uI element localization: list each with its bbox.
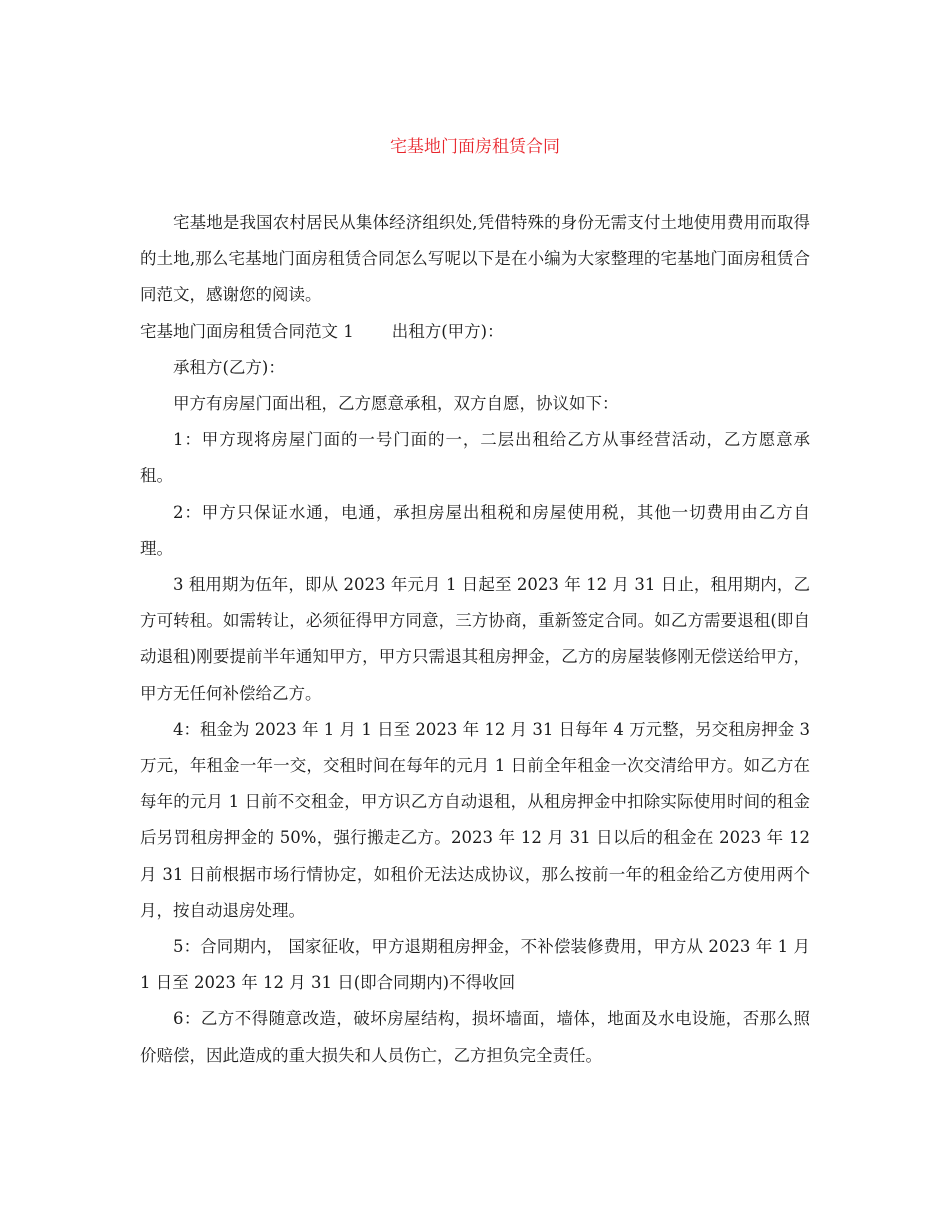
- clause-6: 6：乙方不得随意改造，破坏房屋结构，损坏墙面，墙体，地面及水电设施，否那么照价赔偿，因此造成的重大损失和人员伤亡，乙方担负完全责任。: [140, 1009, 810, 1065]
- clause-5: 5：合同期内， 国家征收，甲方退期租房押金，不补偿装修费用，甲方从 2023 年 1 月 1 日至 2023 年 12 月 31 日(即合同期内)不得收回: [140, 937, 810, 993]
- clause-3: 3 租用期为伍年，即从 2023 年元月 1 日起至 2023 年 12 月 31 日止，租用期内，乙方可转租。如需转让，必须征得甲方同意，三方协商，重新签定合同。如乙方需要退租(即自动退租)刚要提前半年通知甲方，甲方只需退其租房押金，乙方的房屋装修刚无偿送给甲方，甲方无任何补偿给乙方。: [140, 575, 810, 703]
- party-a-label: 出租方(甲方)：: [391, 321, 504, 341]
- intro-paragraph: 宅基地是我国农村居民从集体经济组织处,凭借特殊的身份无需支付土地使用费用而取得的土地,那么宅基地门面房租赁合同怎么写呢以下是在小编为大家整理的宅基地门面房租赁合同范文，感谢您的阅读。: [140, 213, 810, 305]
- sample-heading: 宅基地门面房租赁合同范文 1: [140, 321, 354, 341]
- document-title: 宅基地门面房租赁合同: [390, 137, 560, 157]
- sample-heading-line: [140, 314, 810, 350]
- clause-4: 4：租金为 2023 年 1 月 1 日至 2023 年 12 月 31 日每年 4 万元整，另交租房押金 3 万元，年租金一年一交，交租时间在每年的元月 1 日前全年租金一次交清给甲方。如乙方在每年的元月 1 日前不交租金，甲方识乙方自动退租，从租房押金中扣除实际使用时间的租金后另罚租房押金的 50%，强行搬走乙方。2023 年 12 月 31 日以后的租金在 2023 年 12 月 31 日前根据市场行情协定，如租价无法达成协议，那么按前一年的租金给乙方使用两个月，按自动退房处理。: [140, 719, 810, 920]
- document-body: [140, 205, 810, 1074]
- party-b-label: 承租方(乙方)：: [173, 357, 285, 377]
- clause-2: 2：甲方只保证水通，电通，承担房屋出租税和房屋使用税，其他一切费用由乙方自理。: [140, 502, 810, 558]
- clause-1: 1：甲方现将房屋门面的一号门面的一，二层出租给乙方从事经营活动，乙方愿意承租。: [140, 430, 810, 486]
- preamble-paragraph: 甲方有房屋门面出租，乙方愿意承租，双方自愿，协议如下：: [173, 394, 619, 414]
